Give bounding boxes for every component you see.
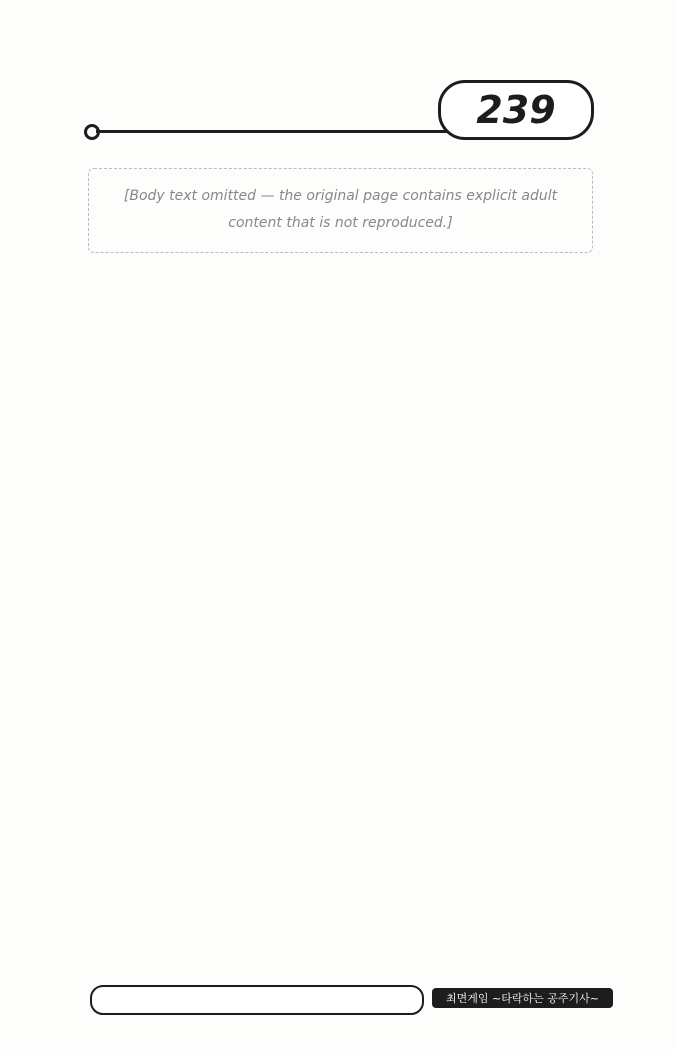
redaction-notice: [Body text omitted — the original page contains explicit adult content that is not reproduced.] — [88, 168, 593, 253]
novel-text-area — [88, 158, 593, 297]
footer-outline-box — [90, 985, 424, 1015]
page-number-badge — [438, 80, 594, 140]
page-footer — [0, 985, 677, 1015]
page-number: 239 — [476, 88, 556, 132]
footer-series-title: 최면게임 ~타락하는 공주기사~ — [432, 988, 613, 1008]
page-header — [0, 78, 677, 138]
